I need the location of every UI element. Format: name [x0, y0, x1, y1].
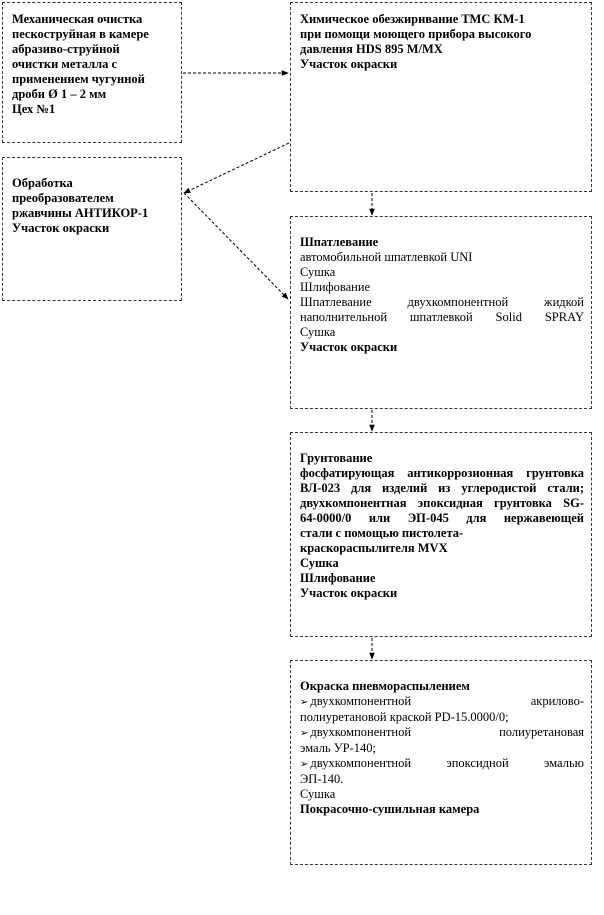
arrowhead-bullet-icon: ➢ — [300, 728, 309, 739]
step-title: Шпатлевание — [300, 235, 379, 249]
bullet-text-continued: полиуретановой краской PD-15.0000/0; — [300, 710, 509, 724]
step-text-line: давления HDS 895 M/MX — [300, 42, 443, 56]
step-text-line: преобразователем — [12, 191, 114, 205]
step-text-line: очистки металла с — [12, 57, 118, 71]
bullet-text: двухкомпонентной полиуретановая — [310, 725, 584, 739]
step-chemical-degreasing — [290, 2, 592, 192]
step-puttying — [290, 216, 592, 409]
step-text-line: дроби Ø 1 – 2 мм — [12, 87, 107, 101]
step-text-line: Шлифование — [300, 571, 376, 585]
step-text-line: ржавчины АНТИКОР-1 — [12, 206, 149, 220]
step-text-line: Химическое обезжиривание ТМС КМ-1 — [300, 12, 525, 26]
bullet-item — [300, 725, 584, 741]
step-text-line: автомобильной шпатлевкой UNI — [300, 250, 473, 264]
step-location: Участок окраски — [300, 340, 398, 354]
step-text-line: Механическая очистка — [12, 12, 143, 26]
bullet-text-continued: эмаль УР-140; — [300, 741, 376, 755]
step-text-line: фосфатирующая антикоррозионная грунтовка — [300, 466, 584, 480]
step-rust-converter — [2, 157, 182, 301]
step-text-line: Цех №1 — [12, 102, 56, 116]
step-text-line: Участок окраски — [300, 57, 398, 71]
step-text-line: абразиво-струйной — [12, 42, 120, 56]
step-text-line: двухкомпонентная эпоксидная грунтовка SG- — [300, 496, 584, 510]
step-text-line: пескоструйная в камере — [12, 27, 149, 41]
step-text-line: применением чугунной — [12, 72, 145, 86]
step-text-line: Сушка — [300, 787, 336, 801]
step-text-line: 64-0000/0 или ЭП-045 для нержавеющей — [300, 511, 584, 525]
step-text-line: ВЛ-023 для изделий из углеродистой стали; — [300, 481, 584, 495]
step-spray-painting — [290, 660, 592, 865]
step-text-line: при помощи моющего прибора высокого — [300, 27, 532, 41]
step-title: Окраска пневмораспылением — [300, 679, 470, 693]
arrow-box2-to-box3 — [184, 143, 289, 193]
step-text-line: Обработка — [12, 176, 73, 190]
step-text-line: Шлифование — [300, 280, 371, 294]
bullet-text: двухкомпонентной эпоксидной эмалью — [310, 756, 584, 770]
step-text-line: Шпатлевание двухкомпонентной жидкой — [300, 295, 584, 309]
bullet-text: двухкомпонентной акрилово- — [310, 694, 584, 708]
step-location: Покрасочно-сушильная камера — [300, 802, 480, 816]
step-title: Грунтование — [300, 451, 373, 465]
step-text-line: Сушка — [300, 556, 339, 570]
step-text-line: краскораспылителя MVX — [300, 541, 448, 555]
step-location: Участок окраски — [300, 586, 398, 600]
arrow-box3-to-box4 — [184, 193, 288, 299]
bullet-item — [300, 694, 584, 710]
arrowhead-bullet-icon: ➢ — [300, 697, 309, 708]
bullet-item — [300, 756, 584, 772]
step-text-line: Сушка — [300, 325, 336, 339]
arrowhead-bullet-icon: ➢ — [300, 759, 309, 770]
step-text-line: стали с помощью пистолета- — [300, 526, 464, 540]
step-text-line: наполнительной шпатлевкой Solid SPRAY — [300, 310, 584, 324]
step-text-line: Участок окраски — [12, 221, 110, 235]
bullet-text-continued: ЭП-140. — [300, 772, 344, 786]
step-text-line: Сушка — [300, 265, 336, 279]
step-mechanical-cleaning — [2, 2, 182, 143]
step-priming — [290, 432, 592, 637]
